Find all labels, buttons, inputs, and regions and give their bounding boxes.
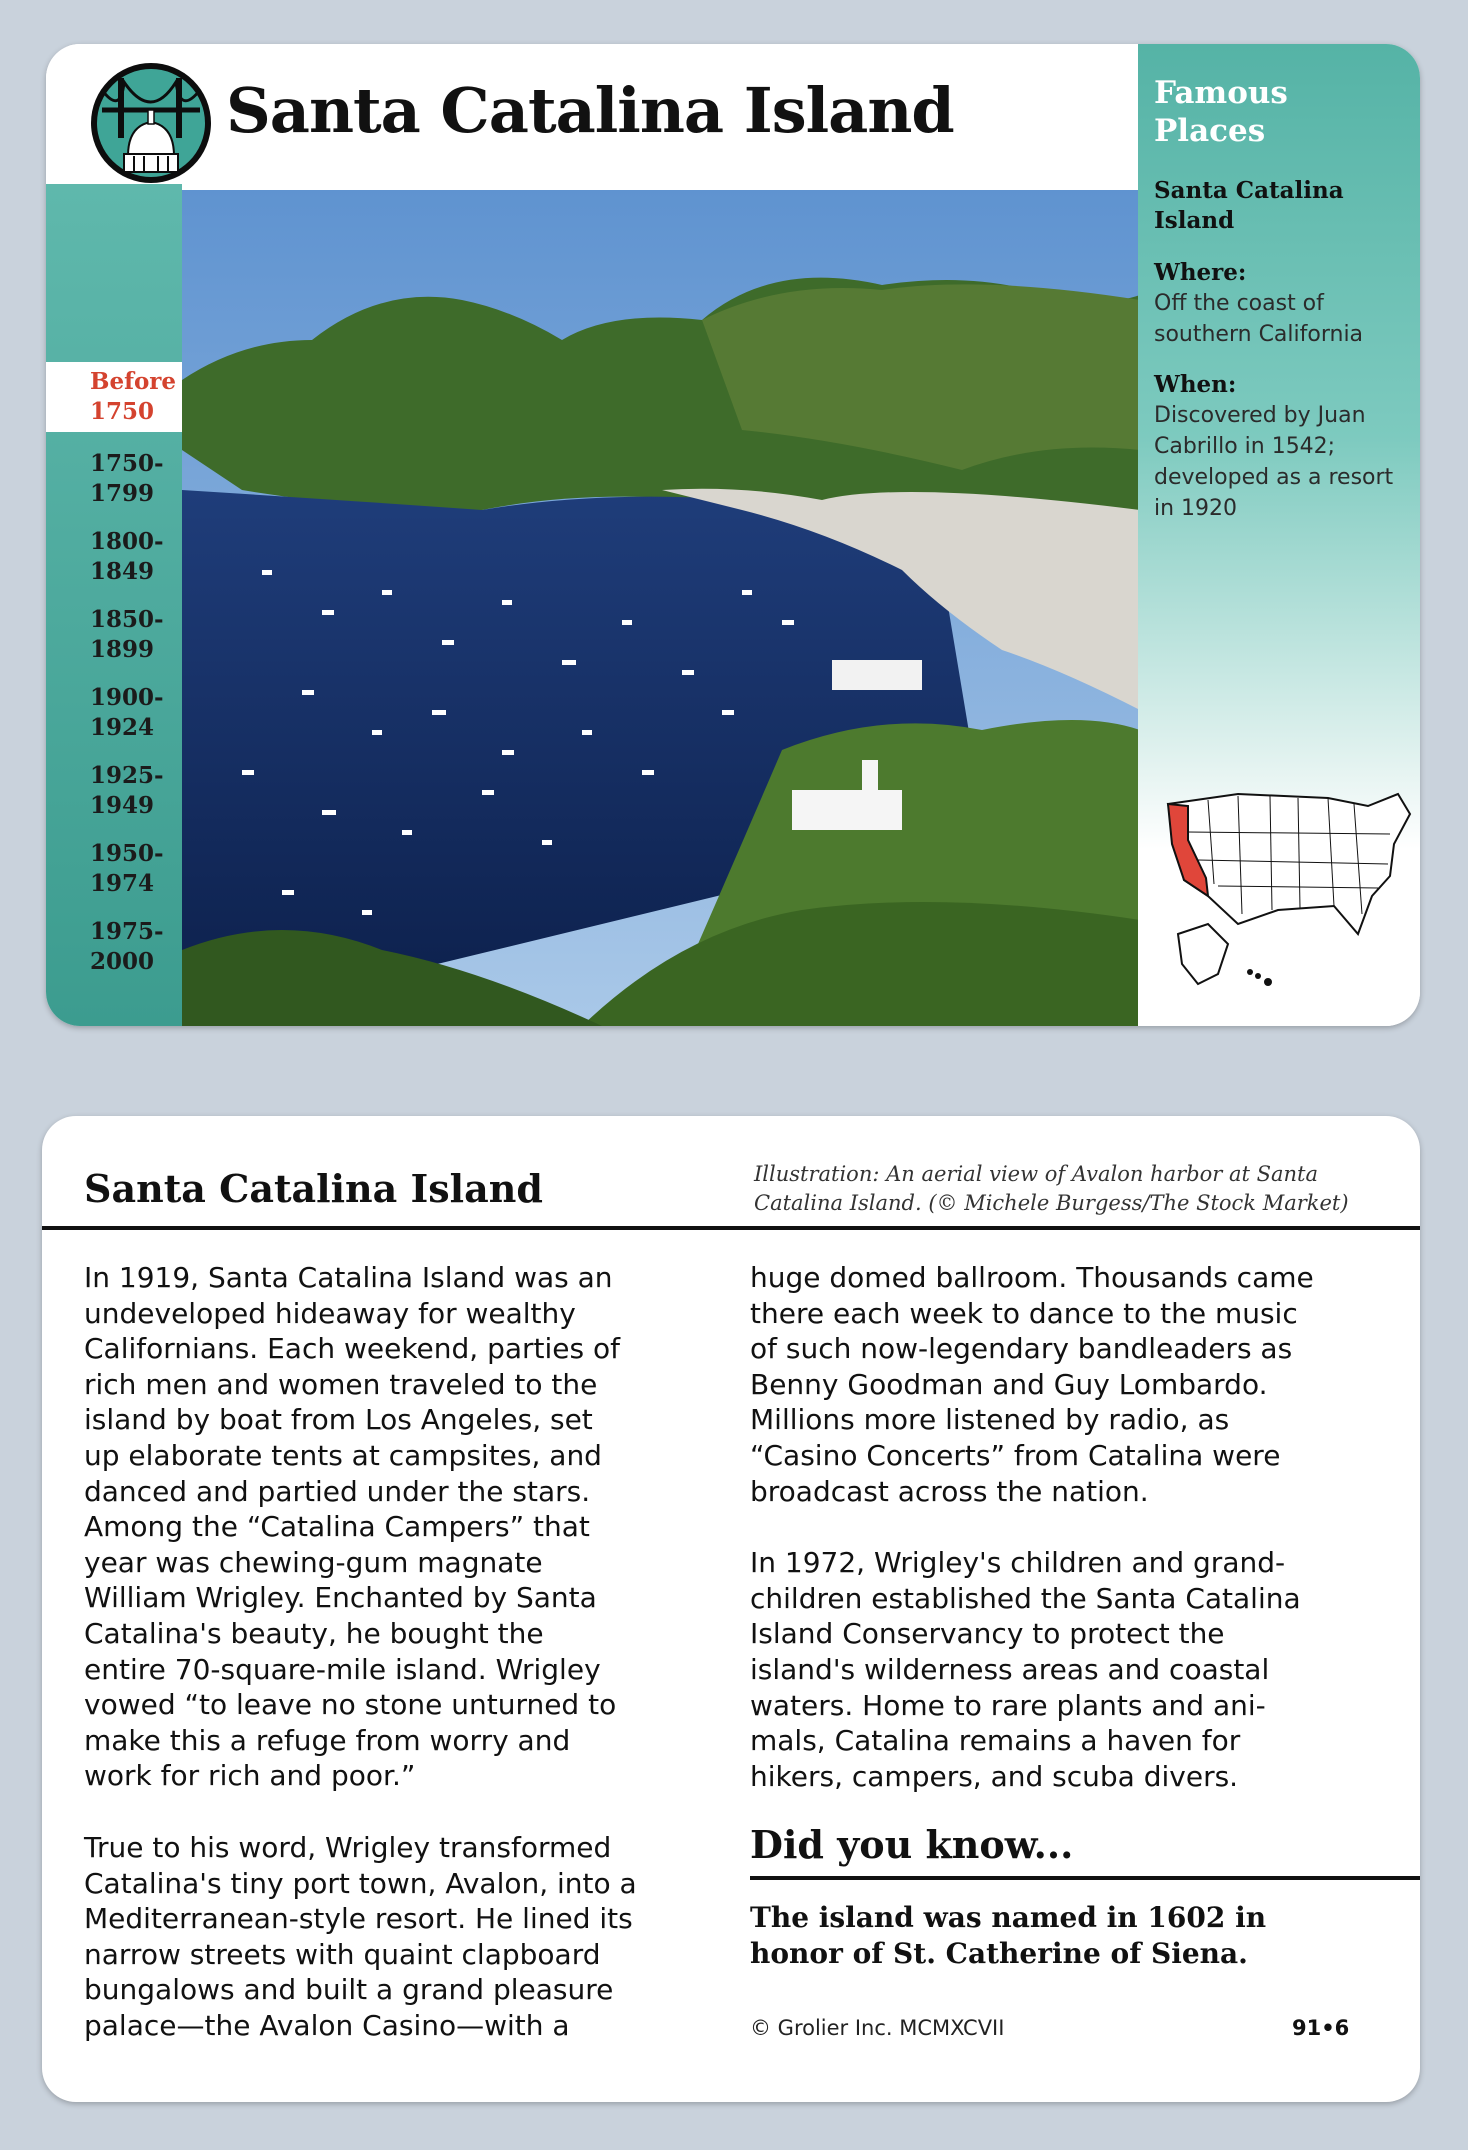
card-back [42, 1116, 1420, 2102]
paragraph: huge domed ballroom. Thousands came there each week to dance to the music of such now-legendary bandleaders as Benny Goodman and Guy Lombardo. Millions more listened by radio, as “Casino Concerts” from Catalina were broadcast across the nation. [750, 1261, 1314, 1508]
category-heading: Famous Places [1154, 75, 1288, 149]
left-text-column [84, 1260, 704, 2079]
usa-map-california-highlighted-icon [1158, 784, 1418, 994]
timeline-item-1800-1849: 1800- 1849 [90, 528, 164, 585]
paragraph: True to his word, Wrigley transformed Catalina's tiny port town, Avalon, into a Mediterranean-style resort. He lined its narrow streets with quaint clapboard bungalows and built a grand pleasure palace—the Avalon Casino—with a [84, 1830, 637, 2042]
header-rule [42, 1226, 1420, 1230]
did-you-know-text: The island was named in 1602 in honor of St. Catherine of Siena. [750, 1901, 1267, 1970]
timeline-item-before-1750: Before 1750 [46, 362, 182, 432]
back-title: Santa Catalina Island [84, 1166, 543, 1211]
did-you-know-rule [750, 1876, 1420, 1880]
timeline-item-1950-1974: 1950- 1974 [90, 840, 164, 897]
right-text-column [750, 1260, 1370, 1830]
place-name: Santa Catalina Island [1154, 177, 1344, 234]
timeline [46, 362, 182, 986]
when-block: When: Discovered by Juan Cabrillo in 1542; developed as a resort in 1920 [1154, 371, 1394, 521]
front-title: Santa Catalina Island [226, 74, 954, 147]
paragraph: In 1972, Wrigley's children and grand- children established the Santa Catalina Island Conservancy to protect the island's wilderness areas and coastal waters. Home to rare plants and ani- mals, Catalina remains a haven for hikers, campers, and scuba divers. [750, 1546, 1301, 1793]
golden-gate-bridge-capitol-icon [88, 60, 214, 186]
did-you-know-title: Did you know... [750, 1822, 1074, 1867]
avalon-harbor-photo [182, 190, 1140, 1026]
paragraph: In 1919, Santa Catalina Island was an undeveloped hideaway for wealthy Californians. Each weekend, parties of rich men and women traveled to the island by boat from Los Angeles, set up elaborate tents at campsites, and danced and partied under the stars. Among the “Catalina Campers” that year was chewing-gum magnate William Wrigley. Enchanted by Santa Catalina's beauty, he bought the entire 70-square-mile island. Wrigley vowed “to leave no stone unturned to make this a refuge from worry and work for rich and poor.” [84, 1261, 621, 1793]
illustration-caption: Illustration: An aerial view of Avalon harbor at Santa Catalina Island. (© Michele Burgess/The Stock Market) [754, 1162, 1349, 1215]
timeline-item-1925-1949: 1925- 1949 [90, 762, 164, 819]
front-header [46, 44, 1138, 184]
card-number: 91•6 [1292, 2016, 1350, 2040]
timeline-item-1900-1924: 1900- 1924 [90, 684, 164, 741]
where-block: Where: Off the coast of southern California [1154, 259, 1364, 347]
timeline-item-1850-1899: 1850- 1899 [90, 606, 164, 663]
copyright: © Grolier Inc. MCMXCVII [750, 2016, 1005, 2040]
timeline-item-1750-1799: 1750- 1799 [90, 450, 164, 507]
card-front [46, 44, 1420, 1026]
timeline-item-1975-2000: 1975- 2000 [90, 918, 164, 975]
